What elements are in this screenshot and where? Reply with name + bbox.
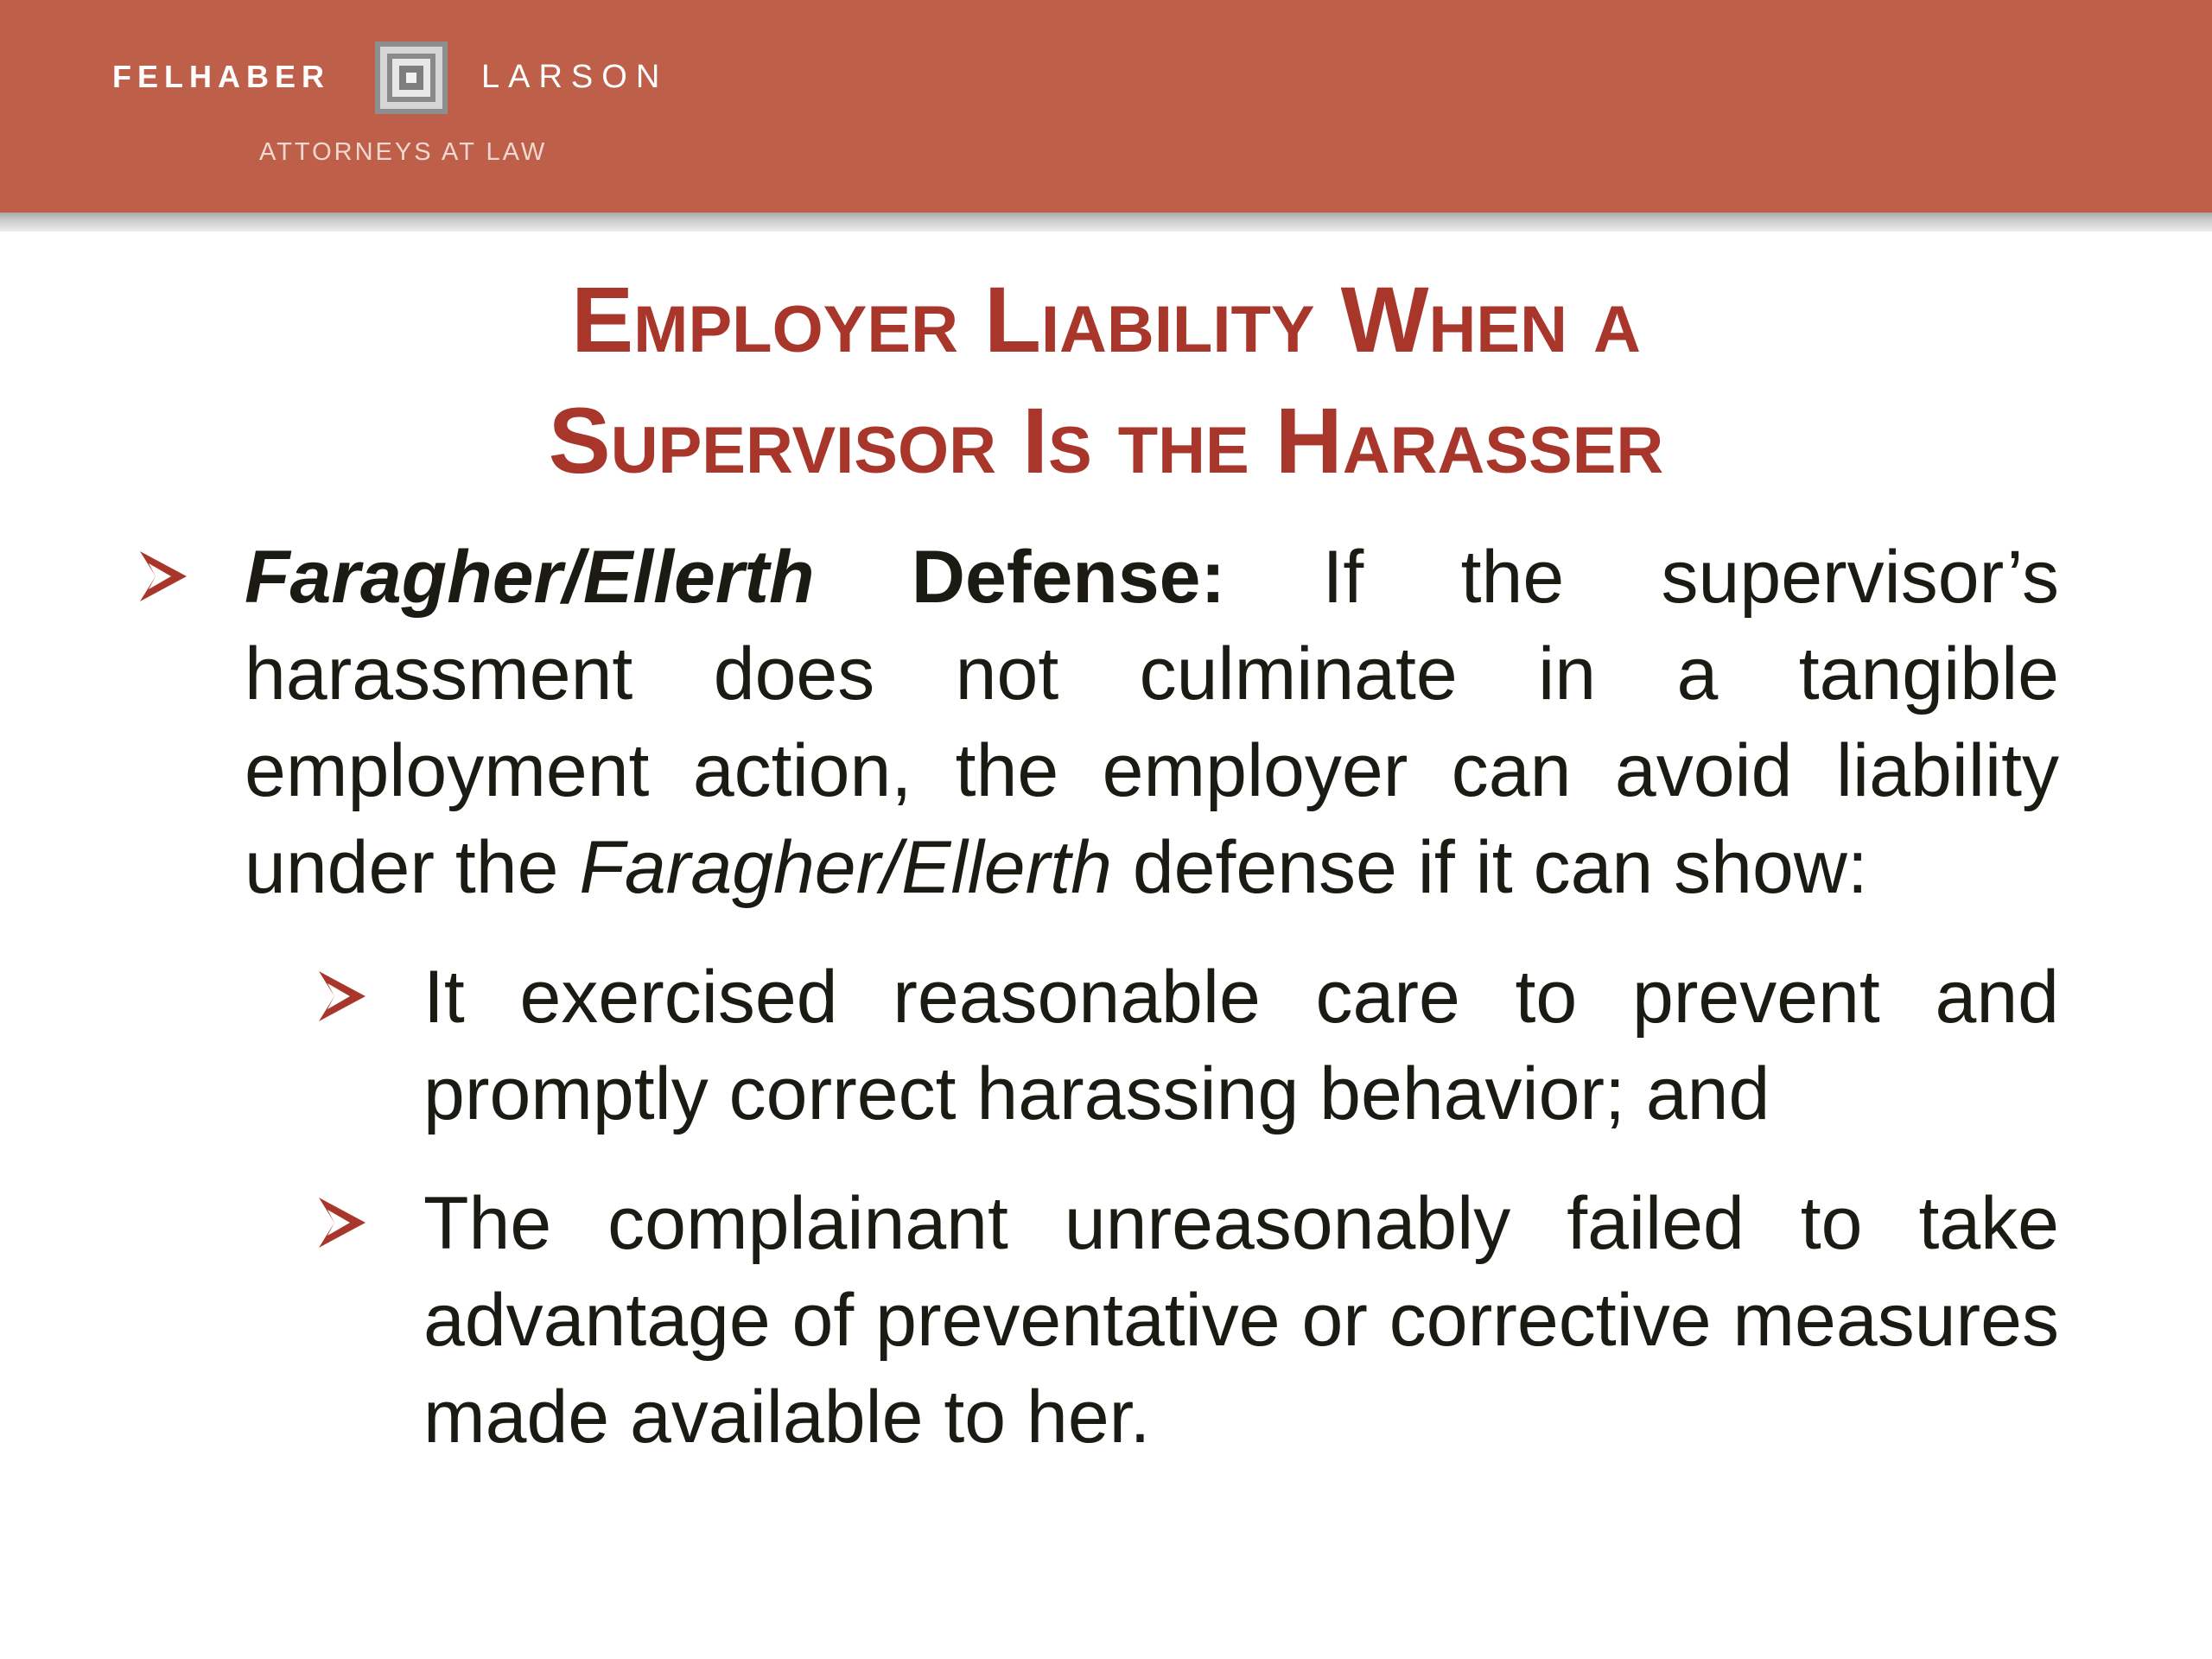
logo-tagline: ATTORNEYS AT LAW [259,138,548,166]
arrowhead-bullet-icon [138,550,188,603]
bullet-text: If the supervisor’s harassment does not culminate in a tangible employment action, the employer can avoid liability under the [245,536,2059,909]
sub-bullet-reasonable-care: It exercised reasonable care to prevent and promptly correct harassing behavior; and [423,956,2059,1135]
case-name-inline: Faragher/Ellerth [579,826,1112,909]
slide-title [0,259,2212,501]
logo-icon [373,40,449,116]
logo-wordmark-right: LARSON [481,59,669,95]
slide-title-line-1: Employer Liability When a [571,267,1641,372]
case-name: Faragher/Ellerth [245,536,815,619]
arrowhead-bullet-icon [317,969,367,1023]
logo-wordmark-left: FELHABER [112,59,330,94]
header-banner [0,0,2212,213]
bullet-text-end: defense if it can show: [1132,826,1868,909]
arrowhead-bullet-icon [317,1196,367,1249]
sub-bullet-complainant-failure: The complainant unreasonably failed to take advantage of preventative or corrective measures made available to her. [423,1182,2059,1459]
bullet-faragher-ellerth-defense [245,529,2059,916]
header-divider [0,213,2212,232]
slide-title-line-2: Supervisor Is the Harasser [548,388,1664,493]
defense-label: Defense: [911,536,1226,619]
